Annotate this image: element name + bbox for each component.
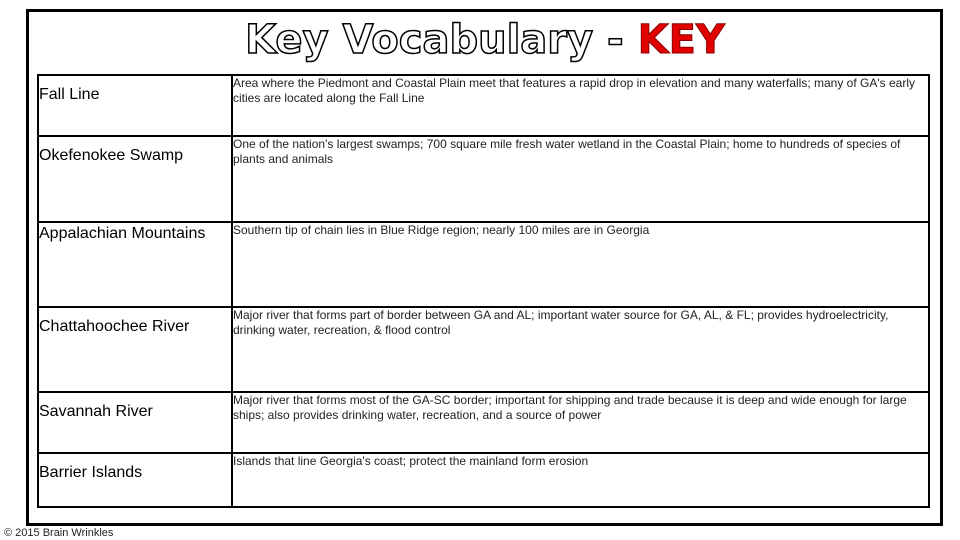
table-row — [38, 307, 929, 392]
title-main: Key Vocabulary — [245, 17, 594, 63]
vocabulary-table — [37, 74, 930, 508]
table-row — [38, 75, 929, 136]
table-row — [38, 453, 929, 507]
title-highlight: KEY — [637, 17, 725, 63]
page-title — [0, 12, 960, 68]
copyright-notice: © 2015 Brain Wrinkles — [4, 527, 114, 539]
table-row — [38, 222, 929, 307]
definition-cell: Major river that forms most of the GA-SC border; important for shipping and trade because it is deep and wide enough for large ships; also provides drinking water, recreation, and a source of power — [232, 392, 929, 453]
definition-cell: Islands that line Georgia's coast; protect the mainland form erosion — [232, 453, 929, 507]
term-cell: Appalachian Mountains — [38, 222, 232, 307]
term-cell: Barrier Islands — [38, 453, 232, 507]
definition-cell: Area where the Piedmont and Coastal Plain meet that features a rapid drop in elevation and many waterfalls; many of GA's early cities are located along the Fall Line — [232, 75, 929, 136]
definition-cell: One of the nation's largest swamps; 700 square mile fresh water wetland in the Coastal Plain; home to hundreds of species of plants and animals — [232, 136, 929, 222]
term-cell: Chattahoochee River — [38, 307, 232, 392]
table-row — [38, 392, 929, 453]
title-separator: - — [607, 17, 624, 63]
term-cell: Savannah River — [38, 392, 232, 453]
term-cell: Fall Line — [38, 75, 232, 136]
definition-cell: Major river that forms part of border between GA and AL; important water source for GA, AL, & FL; provides hydroelectricity, drinking water, recreation, & flood control — [232, 307, 929, 392]
table-row — [38, 136, 929, 222]
term-cell: Okefenokee Swamp — [38, 136, 232, 222]
definition-cell: Southern tip of chain lies in Blue Ridge region; nearly 100 miles are in Georgia — [232, 222, 929, 307]
